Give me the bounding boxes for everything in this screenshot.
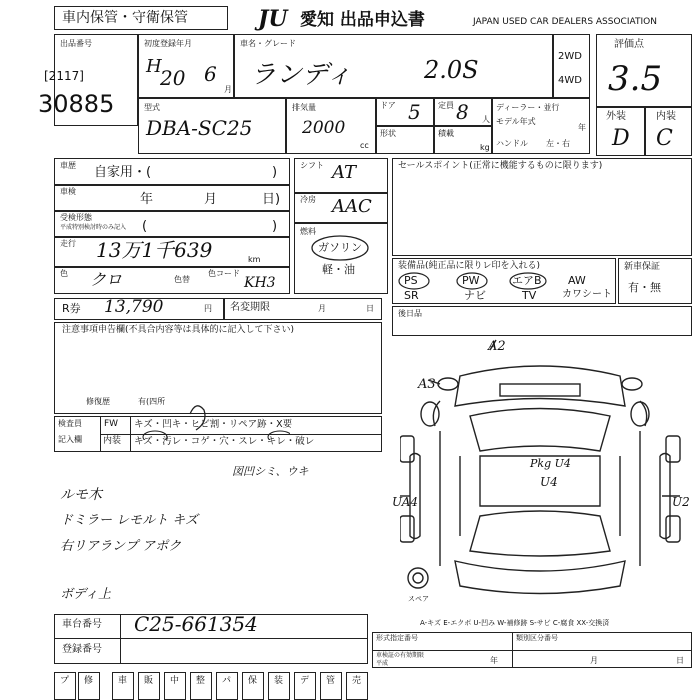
model-year-label: モデル年式 xyxy=(496,117,536,126)
type-label: 型式 xyxy=(144,103,160,112)
drive-4wd: 4WD xyxy=(558,75,582,86)
newcar-value: 有・無 xyxy=(628,281,661,294)
note-3: 右リアランプ アポク xyxy=(60,539,182,554)
bottom-row xyxy=(54,672,374,700)
cap-label: 定員 xyxy=(438,101,454,110)
bottom-cell-label: 販 xyxy=(144,676,154,686)
bottom-cell xyxy=(294,672,316,700)
bottom-cell-label: パ xyxy=(222,676,232,686)
equip-aw: AW xyxy=(568,274,586,287)
recycle-unit: 円 xyxy=(204,304,212,313)
shaken-label: 車検 xyxy=(60,187,76,196)
doors-value: 5 xyxy=(408,100,421,124)
receipt-close: ) xyxy=(272,219,278,234)
insp-row1: キズ・凹キ・ヒビ割・リペア跡・X要 xyxy=(134,419,293,430)
fuel-diesel: 軽・油 xyxy=(322,263,355,276)
score-int-value: C xyxy=(656,126,673,151)
reg-era: H xyxy=(146,56,162,77)
equip-sr: SR xyxy=(404,289,419,302)
damage-diagram xyxy=(400,336,690,606)
type-value: DBA-SC25 xyxy=(146,116,253,140)
br-h-div xyxy=(372,650,692,651)
expiry-month: 月 xyxy=(318,304,326,313)
bottom-cell xyxy=(54,672,76,700)
fuel-label: 燃料 xyxy=(300,227,316,236)
note-2: ドミラー レモルト キズ xyxy=(60,513,199,528)
equip-airbag: エアB xyxy=(512,274,542,287)
shift-label: シフト xyxy=(300,161,324,170)
mileage-unit: km xyxy=(248,255,261,264)
model-grade: 2.0S xyxy=(424,56,479,84)
seal-box xyxy=(392,306,692,336)
chassis-v-div xyxy=(120,614,121,664)
shift-value: AT xyxy=(332,162,357,183)
receipt-label: 受検形態 xyxy=(60,213,92,222)
year-unit: 年 xyxy=(578,123,586,132)
equipment-label: 装備品(純正品に限りレ印を入れる) xyxy=(398,261,541,271)
chassis-value: C25-661354 xyxy=(134,612,258,636)
equip-tv: TV xyxy=(522,289,537,302)
insp-v-div-1 xyxy=(100,416,101,452)
fuel-gasoline: ガソリン xyxy=(318,241,362,254)
usage-label: 車歴 xyxy=(60,161,76,170)
lot-number: 30885 xyxy=(38,90,115,118)
bottom-cell xyxy=(112,672,134,700)
notes-label: 注意事項申告欄(不具合内容等は具体的に記入して下さい) xyxy=(62,325,295,335)
bottom-cell-label: 修 xyxy=(84,676,94,686)
selling-label: セールスポイント(正常に機能するものに限ります) xyxy=(398,161,603,171)
reg-month-unit: 月 xyxy=(224,85,232,94)
equip-circles xyxy=(398,271,558,291)
expiry-label: 名変期限 xyxy=(230,302,270,313)
form-subtitle: JAPAN USED CAR DEALERS ASSOCIATION xyxy=(473,17,657,27)
info-div-4 xyxy=(54,266,290,268)
reg-number-label: 登録番号 xyxy=(62,644,102,655)
dealer-label: ディーラー・並行 xyxy=(496,103,560,112)
reg-label: 初度登録年月 xyxy=(144,39,192,48)
br-era: 平成 xyxy=(376,660,389,667)
equip-navi: ナビ xyxy=(464,289,486,302)
br-r3: 車検証の有効期限 xyxy=(376,652,425,659)
bottom-cell-label: 車 xyxy=(118,676,128,686)
bottom-cell-label: デ xyxy=(300,676,310,686)
code-label: 色コード xyxy=(208,269,240,278)
recycle-label: R券 xyxy=(62,302,81,315)
insp-fw: FW xyxy=(104,419,119,429)
lot-number-label: 出品番号 xyxy=(60,39,92,48)
diagram-label-ua4: UA4 xyxy=(392,495,419,509)
disp-unit: cc xyxy=(360,141,369,150)
bottom-cell-label: 装 xyxy=(274,676,284,686)
bottom-cell xyxy=(268,672,290,700)
equip-ps: PS xyxy=(404,274,418,287)
br-r2: 類別区分番号 xyxy=(516,634,558,642)
inspector-label-2: 記入欄 xyxy=(58,435,82,444)
diagram-label-u2: U2 xyxy=(672,495,690,509)
score-int-label: 内装 xyxy=(656,111,676,122)
diagram-legend: A-キズ E-エクボ U-凹み W-補修跡 S-サビ C-腐食 XX-交換済 xyxy=(420,619,610,627)
equip-leather: カワシート xyxy=(562,289,612,300)
load-unit: kg xyxy=(480,143,490,152)
insp-marks xyxy=(130,397,293,440)
reg-year: 20 xyxy=(160,66,186,90)
diagram-label-a3: A3 xyxy=(418,377,436,392)
handle-label: ハンドル xyxy=(496,139,528,148)
br-r1: 形式指定番号 xyxy=(376,634,418,642)
disp-label: 排気量 xyxy=(292,103,316,112)
fuel-circle xyxy=(310,234,370,262)
ac-label: 冷房 xyxy=(300,195,316,204)
bottom-cell-label: 保 xyxy=(248,676,258,686)
drive-2wd: 2WD xyxy=(558,51,582,62)
note-4: ボディ上 xyxy=(60,587,111,602)
insp-int: 内装 xyxy=(103,436,122,446)
trim-label: 色替 xyxy=(174,275,190,284)
diagram-label-pkg: Pkg U4 xyxy=(530,457,571,470)
bottom-cell xyxy=(242,672,264,700)
lot-subnumber: [2117] xyxy=(44,69,84,83)
cap-unit: 人 xyxy=(482,115,490,124)
color-label: 色 xyxy=(60,269,68,278)
score-ext-value: D xyxy=(612,126,630,151)
drive-divider xyxy=(552,34,554,98)
form-title: 愛知 出品申込書 xyxy=(300,10,425,30)
model-name: ランディ xyxy=(250,60,352,90)
ju-logo: JU xyxy=(258,6,288,32)
repair-value: 有(四所 xyxy=(138,397,166,406)
reg-month: 6 xyxy=(204,62,217,86)
info-div-2 xyxy=(54,210,290,212)
shaken-year: 年 xyxy=(140,192,154,207)
bottom-cell xyxy=(78,672,100,700)
equip-pw: PW xyxy=(462,274,480,287)
chassis-label: 車台番号 xyxy=(62,619,102,630)
ac-value: AAC xyxy=(332,196,372,217)
bottom-cell-label: 整 xyxy=(196,676,206,686)
code-value: KH3 xyxy=(244,275,276,291)
shaken-day: 日) xyxy=(262,192,281,207)
diagram-spare: スペア xyxy=(408,595,429,603)
diagram-label-u4: U4 xyxy=(540,475,558,489)
expiry-day: 日 xyxy=(366,304,374,313)
disp-value: 2000 xyxy=(302,118,346,138)
doors-label: ドア xyxy=(380,101,396,110)
shaken-month: 月 xyxy=(204,192,218,207)
br-year: 年 xyxy=(490,656,498,665)
shift-div-2 xyxy=(294,222,388,224)
bottom-cell-label: 管 xyxy=(326,676,336,686)
br-day: 日 xyxy=(676,656,684,665)
bottom-cell xyxy=(346,672,368,700)
selling-box xyxy=(392,158,692,256)
bottom-cell xyxy=(138,672,160,700)
newcar-label: 新車保証 xyxy=(624,262,661,272)
diagram-label-a2: A2 xyxy=(488,339,506,354)
bottom-cell xyxy=(190,672,212,700)
usage-value: 自家用・( xyxy=(94,165,152,180)
score-value: 3.5 xyxy=(608,59,663,99)
repair-label: 修復歴 xyxy=(86,397,110,406)
bottom-cell xyxy=(216,672,238,700)
recycle-value: 13,790 xyxy=(104,297,164,317)
bottom-cell-label: プ xyxy=(60,676,70,686)
cap-value: 8 xyxy=(456,100,469,124)
bottom-cell-label: 売 xyxy=(352,676,362,686)
mileage-value: 13万1千639 xyxy=(96,238,213,262)
chassis-h-div xyxy=(54,638,368,639)
bottom-cell xyxy=(164,672,186,700)
score-v-divider xyxy=(644,106,646,156)
usage-close: ) xyxy=(272,165,278,180)
bottom-cell xyxy=(320,672,342,700)
shift-div-1 xyxy=(294,192,388,194)
shape-label: 形状 xyxy=(380,129,396,138)
model-label: 車名・グレード xyxy=(240,39,296,48)
score-label: 評価点 xyxy=(614,39,644,50)
insp-row2: キズ・汚レ・コゲ・穴・スレ・キレ・破レ xyxy=(134,436,315,447)
bottom-cell-label: 中 xyxy=(170,676,180,686)
mileage-label: 走行 xyxy=(60,239,76,248)
color-value: クロ xyxy=(90,270,123,289)
note-1: ルモ木 xyxy=(60,487,102,503)
inspector-label-1: 検査員 xyxy=(58,419,82,428)
handle-value: 左・右 xyxy=(546,139,570,148)
note-top-right: 図凹シミ、ウキ xyxy=(232,465,309,478)
receipt-open: ( xyxy=(142,219,148,234)
load-label: 積載 xyxy=(438,129,454,138)
seal-label: 後日品 xyxy=(398,309,422,318)
score-ext-label: 外装 xyxy=(606,111,626,122)
br-month: 月 xyxy=(590,656,598,665)
info-div-1 xyxy=(54,184,290,186)
storage-label: 車内保管・守衛保管 xyxy=(62,10,188,26)
receipt-sub: 平成特別検討時のみ記入 xyxy=(60,224,127,231)
